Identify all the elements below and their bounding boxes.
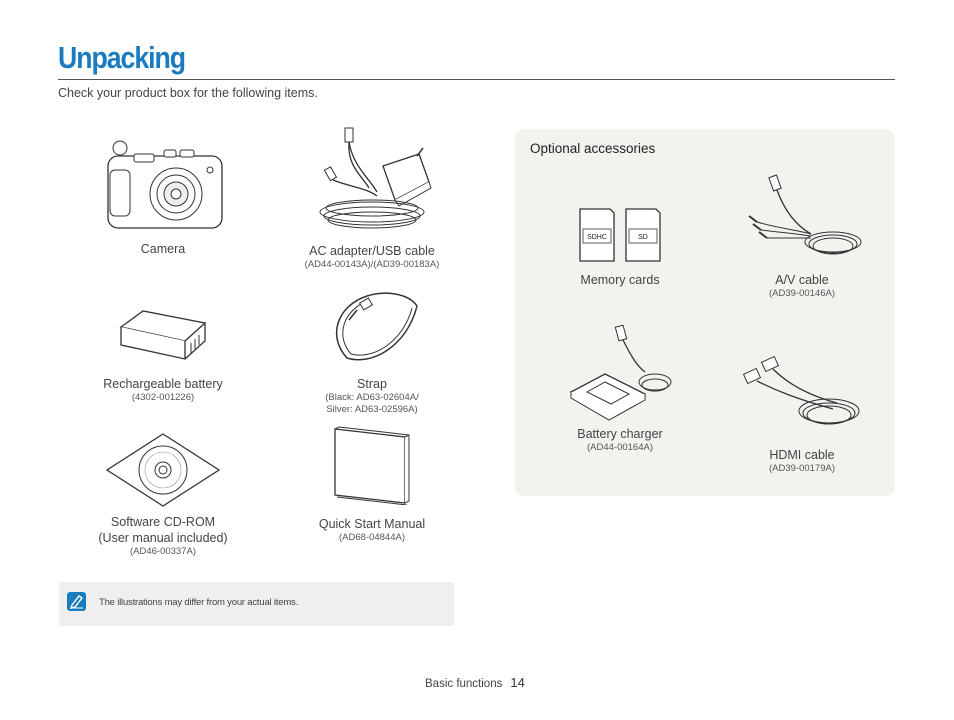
item-camera	[88, 134, 238, 257]
item-code: (AD44-00164A)	[586, 442, 653, 453]
item-label-line2: (User manual included)	[98, 531, 228, 545]
item-code: (4302-001226)	[131, 392, 195, 403]
av-cable-icon	[737, 172, 867, 264]
camera-icon	[98, 134, 228, 234]
item-label: Rechargeable battery	[103, 377, 223, 391]
item-strap	[297, 286, 447, 416]
cd-rom-icon	[103, 430, 223, 510]
note-text: The illustrations may differ from your actual items.	[99, 597, 299, 608]
item-ac-adapter	[287, 126, 457, 271]
item-code: (AD46-00337A)	[129, 546, 196, 557]
ac-adapter-icon	[307, 126, 437, 236]
item-code: (AD44-00143A)/(AD39-00183A)	[304, 259, 440, 270]
item-label: Software CD-ROM	[110, 515, 216, 529]
item-cd-rom	[88, 430, 238, 558]
item-av-cable	[732, 172, 872, 300]
item-memory-cards	[550, 205, 690, 288]
page-title: Unpacking	[58, 40, 185, 75]
page-subtitle: Check your product box for the following items.	[58, 86, 318, 100]
item-code: (AD39-00179A)	[768, 463, 835, 474]
item-code: (AD39-00146A)	[768, 288, 835, 299]
note-pencil-icon	[67, 592, 86, 611]
item-label: HDMI cable	[769, 448, 835, 462]
item-label: Quick Start Manual	[318, 517, 426, 531]
item-label: Battery charger	[577, 427, 663, 441]
item-label: Camera	[140, 242, 186, 256]
footer-section: Basic functions	[425, 678, 503, 690]
battery-icon	[113, 305, 213, 365]
item-label: AC adapter/USB cable	[309, 244, 435, 258]
item-label: Strap	[357, 377, 387, 391]
item-code: (Black: AD63-02604A/	[325, 392, 419, 403]
strap-icon	[317, 286, 427, 366]
item-code-line2: Silver: AD63-02596A)	[326, 404, 418, 415]
title-divider	[58, 79, 895, 80]
sdhc-card-label: SDHC	[587, 234, 607, 241]
battery-charger-icon	[565, 322, 675, 422]
item-battery	[88, 305, 238, 404]
optional-accessories-title: Optional accessories	[530, 141, 656, 156]
item-code: (AD68-04844A)	[338, 532, 405, 543]
memory-card-icon	[570, 205, 670, 265]
item-label: Memory cards	[580, 273, 660, 287]
item-battery-charger	[550, 322, 690, 454]
note-box	[59, 582, 454, 626]
manual-icon	[327, 425, 417, 505]
page-number: 14	[510, 675, 525, 690]
item-quick-start-manual	[297, 425, 447, 544]
page-footer	[425, 675, 525, 690]
hdmi-cable-icon	[737, 355, 867, 435]
item-hdmi-cable	[732, 355, 872, 475]
item-label: A/V cable	[775, 273, 829, 287]
sd-card-label: SD	[638, 234, 648, 241]
